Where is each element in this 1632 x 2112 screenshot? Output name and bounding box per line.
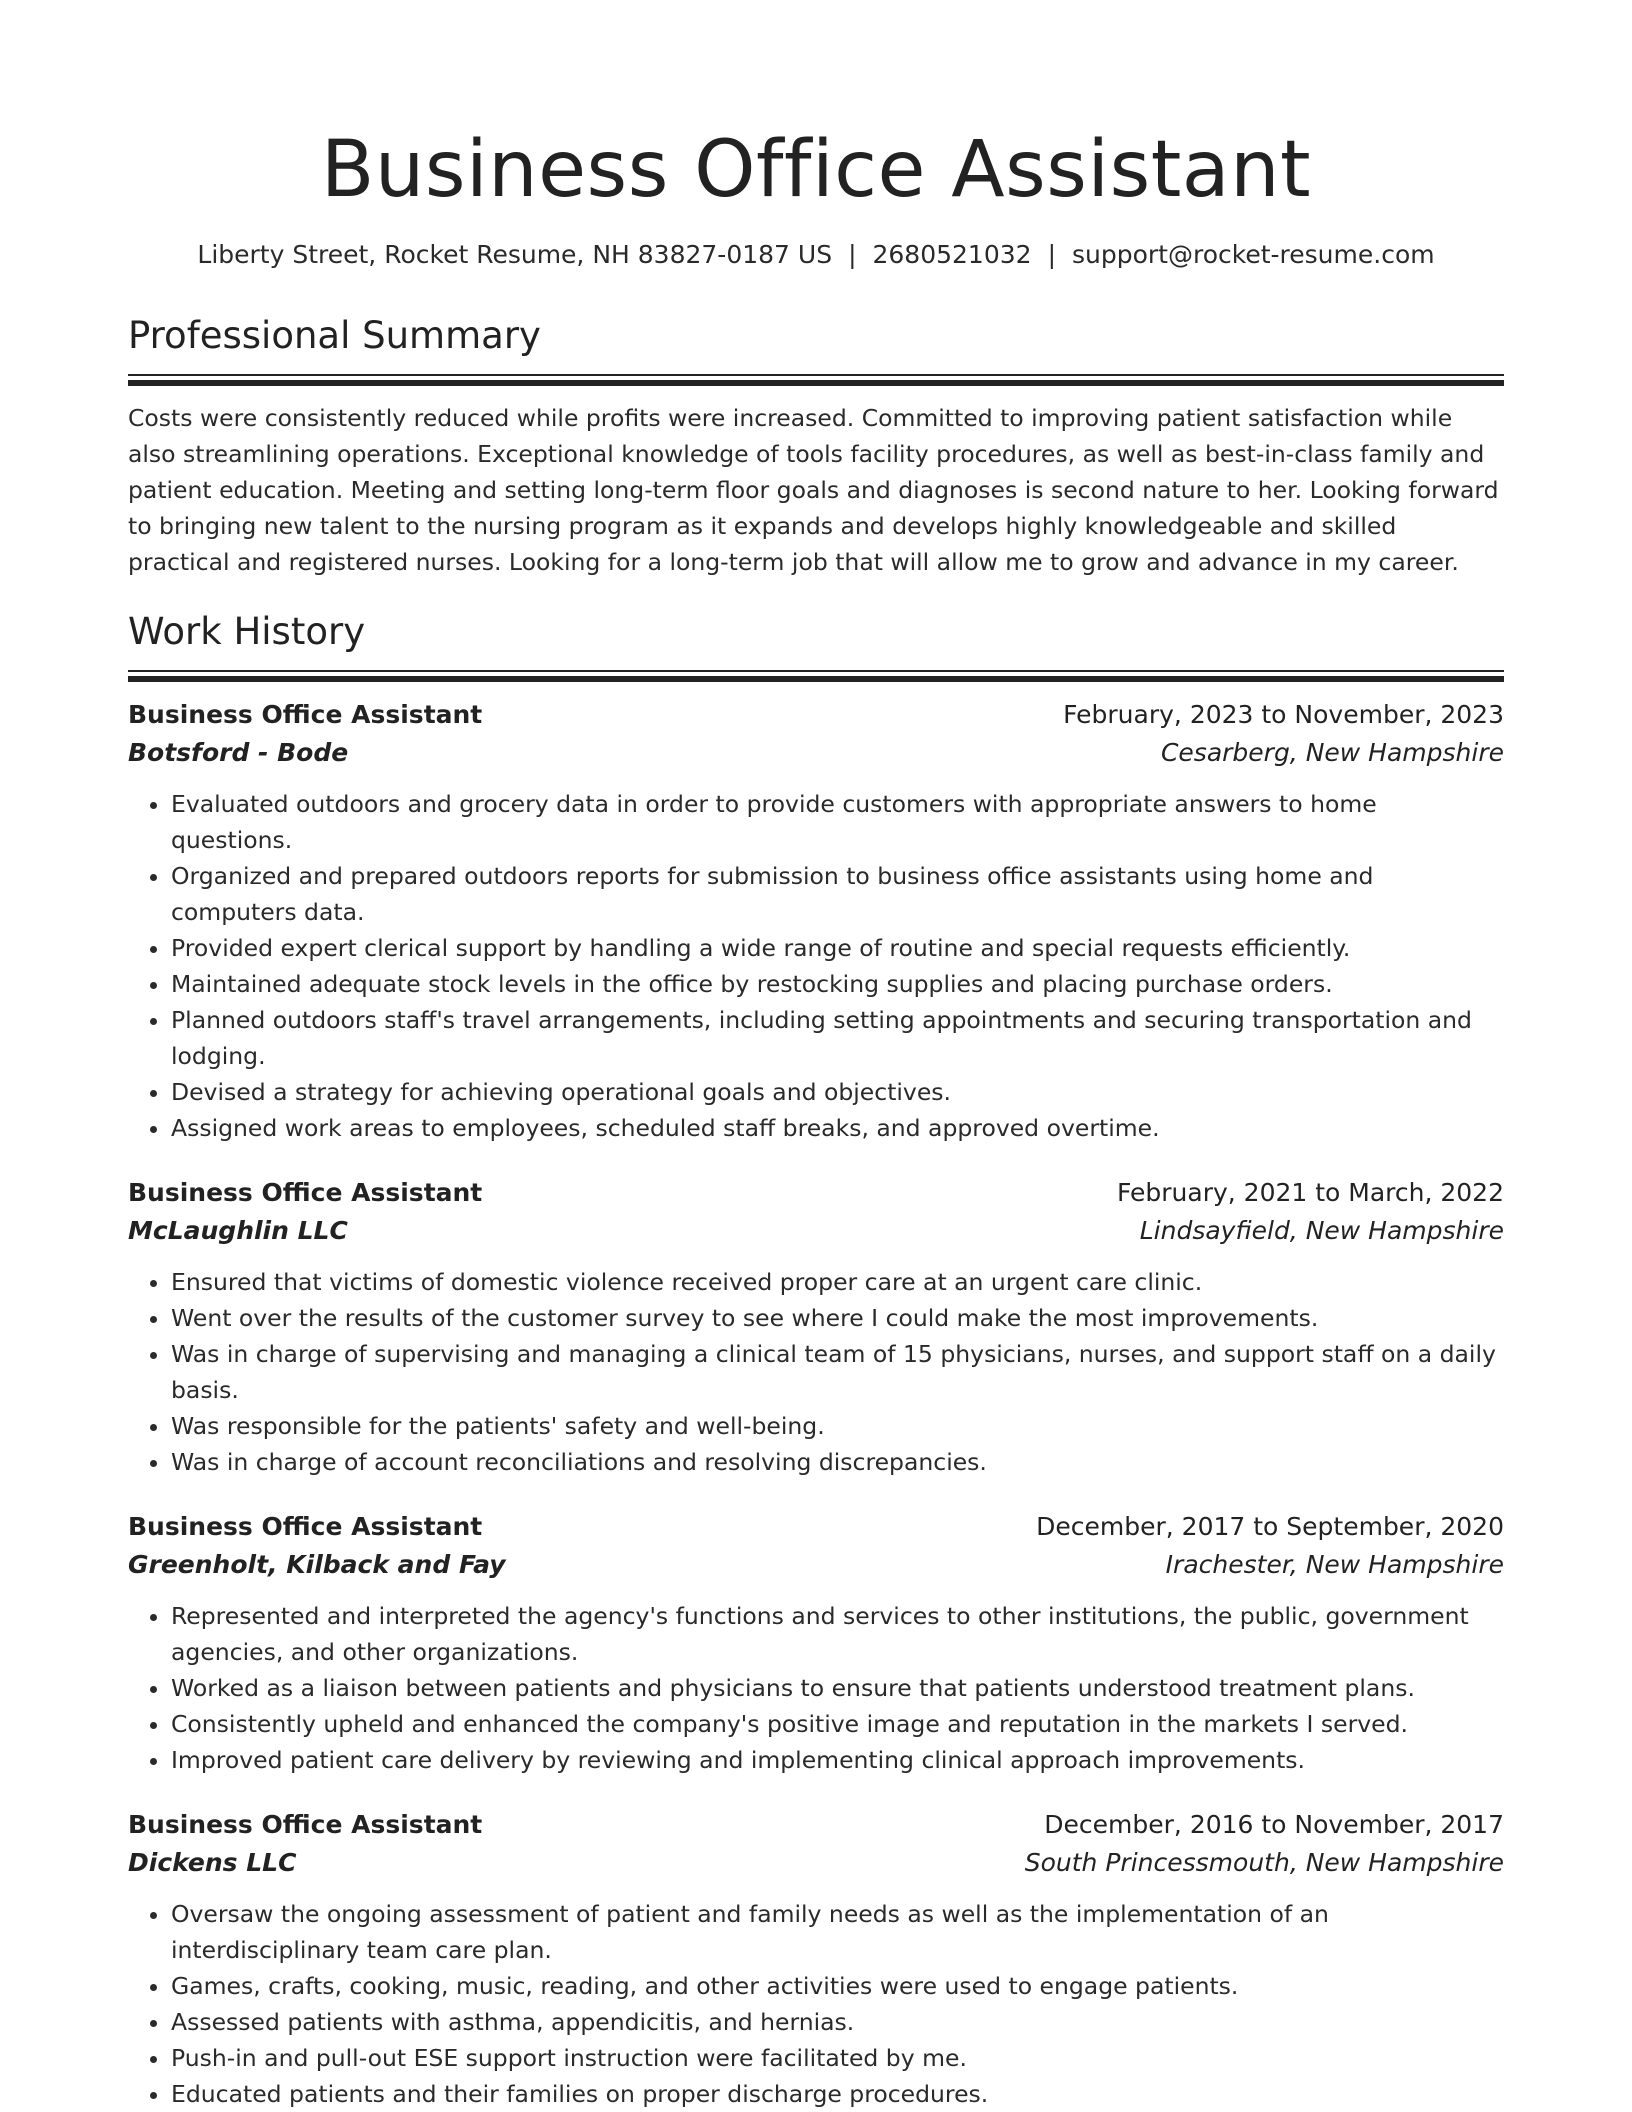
- job-title: Business Office Assistant: [128, 1512, 483, 1541]
- summary-text: Costs were consistently reduced while profits were increased. Committed to improving patient satisfaction while also streamlining operations. Exceptional knowledge of tools facility procedures, as well as best-in-class family and patient education. Meeting and setting long-term floor goals and diagnoses is second nature to her. Looking forward to bringing new talent to the nursing program as it expands and develops highly knowledgeable and skilled practical and registered nurses. Looking for a long-term job that will allow me to grow and advance in my career.: [128, 404, 1499, 576]
- job-bullet: • Consistently upheld and enhanced the company's positive image and reputation in the markets I served.: [171, 1706, 1504, 1742]
- job-bullet: • Games, crafts, cooking, music, reading, and other activities were used to engage patients.: [171, 1968, 1504, 2004]
- job-dates: December, 2016 to November, 2017: [1044, 1810, 1504, 1839]
- job-company: McLaughlin LLC: [128, 1216, 348, 1245]
- job-bullet: • Worked as a liaison between patients and physicians to ensure that patients understood treatment plans.: [171, 1670, 1504, 1706]
- job-bullet: • Was responsible for the patients' safety and well-being.: [171, 1408, 1504, 1444]
- job-bullet: • Was in charge of supervising and managing a clinical team of 15 physicians, nurses, and support staff on a daily basis.: [171, 1336, 1504, 1408]
- job-entry: [128, 1806, 1504, 2112]
- job-title: Business Office Assistant: [128, 1178, 483, 1207]
- job-bullet: • Was in charge of account reconciliations and resolving discrepancies.: [171, 1444, 1504, 1480]
- job-bullet: • Assessed patients with asthma, appendicitis, and hernias.: [171, 2004, 1504, 2040]
- section-title-work: Work History: [128, 610, 366, 653]
- job-location: South Princessmouth, New Hampshire: [1024, 1848, 1504, 1877]
- professional-summary-section: [128, 312, 1504, 580]
- job-dates: February, 2021 to March, 2022: [1116, 1178, 1504, 1207]
- contact-line: [128, 238, 1504, 272]
- job-bullet: • Evaluated outdoors and grocery data in order to provide customers with appropriate answers to home questions.: [171, 786, 1504, 858]
- job-bullet: • Assigned work areas to employees, scheduled staff breaks, and approved overtime.: [171, 1110, 1504, 1146]
- job-bullets: [128, 1896, 1504, 2112]
- job-bullet: • Represented and interpreted the agency's functions and services to other institutions, the public, government agencies, and other organizations.: [171, 1598, 1504, 1670]
- job-entry: [128, 696, 1504, 1146]
- job-bullet: • Ensured that victims of domestic violence received proper care at an urgent care clinic.: [171, 1264, 1504, 1300]
- job-title: Business Office Assistant: [128, 700, 483, 729]
- job-bullet: • Provided expert clerical support by handling a wide range of routine and special requests efficiently.: [171, 930, 1504, 966]
- job-company: Botsford - Bode: [128, 738, 349, 767]
- work-history-section: [128, 608, 1504, 2112]
- contact-separator: |: [1047, 240, 1056, 269]
- job-entry: [128, 1174, 1504, 1480]
- section-divider: [128, 670, 1504, 682]
- job-company: Greenholt, Kilback and Fay: [128, 1550, 506, 1579]
- job-location: Irachester, New Hampshire: [1165, 1550, 1504, 1579]
- job-company: Dickens LLC: [128, 1848, 297, 1877]
- job-bullet: • Went over the results of the customer survey to see where I could make the most improvements.: [171, 1300, 1504, 1336]
- job-bullets: [128, 1264, 1504, 1480]
- job-dates: December, 2017 to September, 2020: [1036, 1512, 1504, 1541]
- section-title-summary: Professional Summary: [128, 314, 541, 357]
- job-title: Business Office Assistant: [128, 1810, 483, 1839]
- job-bullet: • Organized and prepared outdoors reports for submission to business office assistants using home and computers data.: [171, 858, 1504, 930]
- contact-phone: 2680521032: [872, 240, 1032, 269]
- job-bullet: • Push-in and pull-out ESE support instruction were facilitated by me.: [171, 2040, 1504, 2076]
- job-location: Lindsayfield, New Hampshire: [1139, 1216, 1504, 1245]
- job-dates: February, 2023 to November, 2023: [1063, 700, 1504, 729]
- job-bullet: • Improved patient care delivery by reviewing and implementing clinical approach improvements.: [171, 1742, 1504, 1778]
- section-divider: [128, 374, 1504, 386]
- resume-page: [128, 0, 1504, 2112]
- job-bullet: • Maintained adequate stock levels in the office by restocking supplies and placing purchase orders.: [171, 966, 1504, 1002]
- contact-address: Liberty Street, Rocket Resume, NH 83827-0187 US: [197, 240, 833, 269]
- job-location: Cesarberg, New Hampshire: [1160, 738, 1504, 767]
- job-bullet: • Oversaw the ongoing assessment of patient and family needs as well as the implementation of an interdisciplinary team care plan.: [171, 1896, 1504, 1968]
- resume-name: Business Office Assistant: [320, 125, 1312, 215]
- job-bullets: [128, 786, 1504, 1146]
- job-bullets: [128, 1598, 1504, 1778]
- job-bullet: • Educated patients and their families on proper discharge procedures.: [171, 2076, 1504, 2112]
- contact-email: support@rocket-resume.com: [1072, 240, 1435, 269]
- job-bullet: • Planned outdoors staff's travel arrangements, including setting appointments and securing transportation and lodging.: [171, 1002, 1504, 1074]
- contact-separator: |: [848, 240, 857, 269]
- job-entry: [128, 1508, 1504, 1778]
- job-bullet: • Devised a strategy for achieving operational goals and objectives.: [171, 1074, 1504, 1110]
